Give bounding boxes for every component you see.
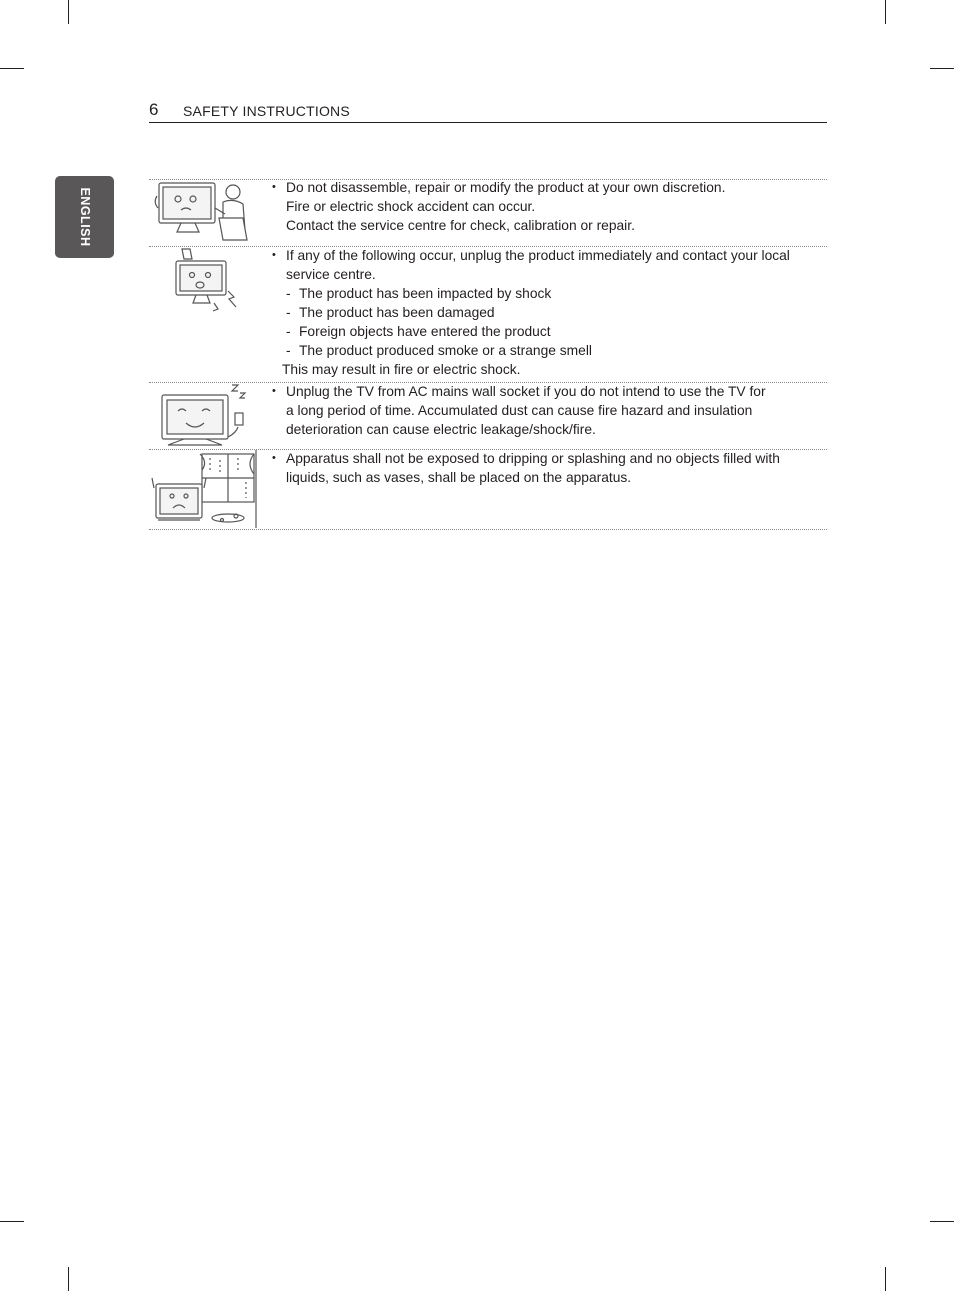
item-1-line-3: Contact the service centre for check, calibration or repair.	[286, 218, 635, 233]
row-divider	[149, 529, 827, 530]
item-2-sub-item: The product produced smoke or a strange smell	[299, 343, 592, 358]
item-2-sub-item: The product has been impacted by shock	[299, 286, 552, 301]
bullet-marker: •	[272, 385, 276, 397]
item-4-line-1: Apparatus shall not be exposed to dripping or splashing and no objects filled with	[286, 451, 780, 466]
item-2-sub-item: Foreign objects have entered the product	[299, 324, 551, 339]
crop-mark	[68, 1267, 69, 1291]
crop-mark	[930, 68, 954, 69]
crop-mark	[0, 68, 24, 69]
page-number: 6	[149, 100, 159, 119]
bullet-marker: •	[272, 181, 276, 193]
tv-rain-window-illustration-icon	[150, 450, 260, 528]
item-2-footer: This may result in fire or electric shock.	[282, 362, 521, 377]
item-2-line-1: If any of the following occur, unplug the product immediately and contact your local	[286, 248, 790, 263]
tv-shock-damage-illustration-icon	[166, 247, 240, 313]
item-3-line-3: deterioration can cause electric leakage/shock/fire.	[286, 422, 596, 437]
item-2-sub-item: The product has been damaged	[299, 305, 495, 320]
crop-mark	[885, 1267, 886, 1291]
tv-repair-illustration-icon	[153, 180, 251, 244]
crop-mark	[930, 1221, 954, 1222]
bullet-marker: •	[272, 249, 276, 261]
crop-mark	[68, 0, 69, 24]
section-title: SAFETY INSTRUCTIONS	[183, 103, 350, 119]
item-1-line-1: Do not disassemble, repair or modify the product at your own discretion.	[286, 180, 726, 195]
item-3-line-2: a long period of time. Accumulated dust can cause fire hazard and insulation	[286, 403, 753, 418]
crop-mark	[0, 1221, 24, 1222]
item-1-line-2: Fire or electric shock accident can occur.	[286, 199, 536, 214]
tv-unplugged-sleeping-illustration-icon	[158, 383, 250, 449]
language-tab-label: ENGLISH	[77, 187, 92, 247]
item-4-line-2: liquids, such as vases, shall be placed on the apparatus.	[286, 470, 632, 485]
crop-mark	[885, 0, 886, 24]
language-tab	[55, 176, 114, 258]
item-2-line-2: service centre.	[286, 267, 376, 282]
page-header	[149, 100, 827, 123]
item-3-line-1: Unplug the TV from AC mains wall socket if you do not intend to use the TV for	[286, 384, 766, 399]
bullet-marker: •	[272, 452, 276, 464]
